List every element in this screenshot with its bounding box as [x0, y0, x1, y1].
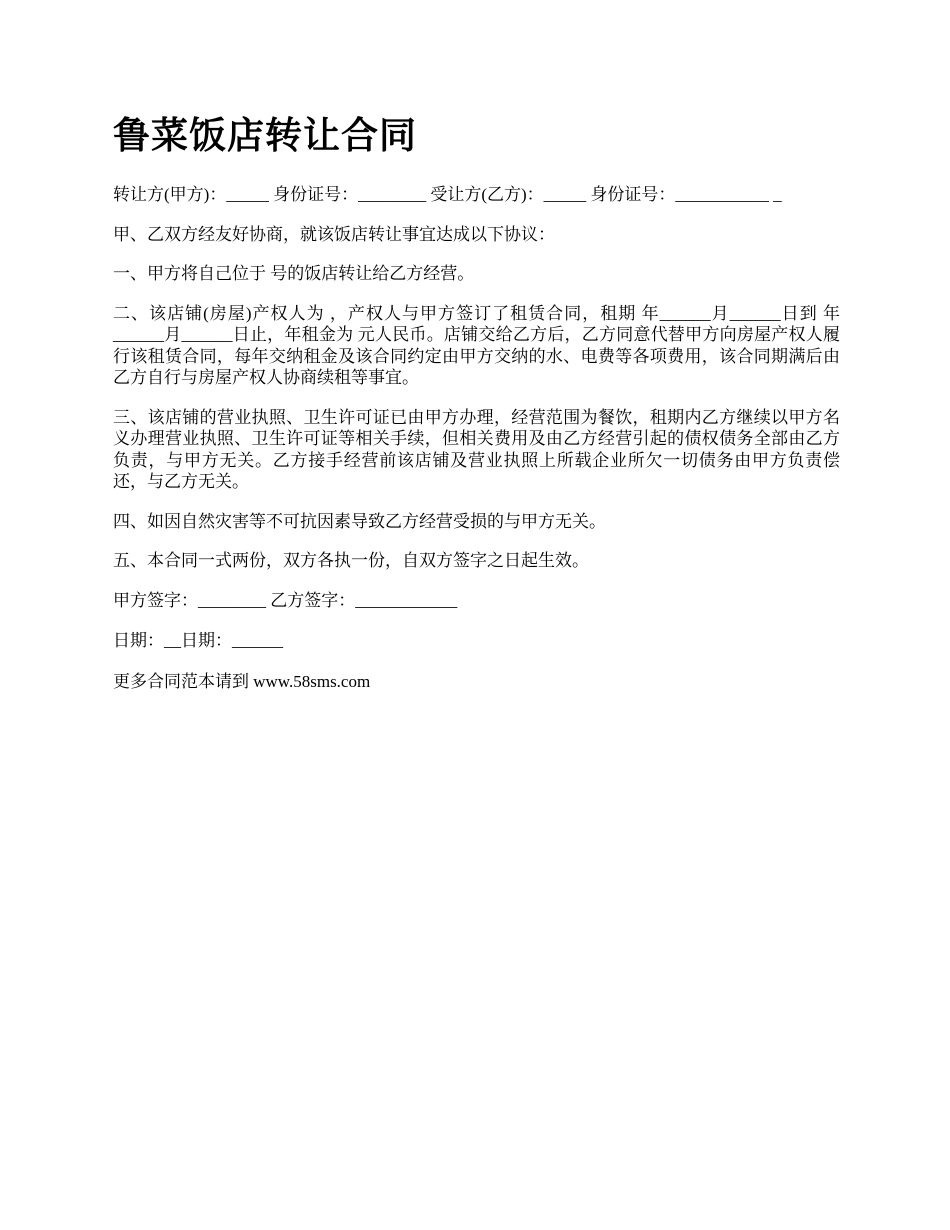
- intro-paragraph: 甲、乙双方经友好协商，就该饭店转让事宜达成以下协议：: [113, 224, 555, 244]
- article-1: 一、甲方将自己位于 号的饭店转让给乙方经营。: [113, 264, 475, 283]
- parties-line: 转让方(甲方)：_____ 身份证号：________ 受让方(乙方)：_____ 身份证号：___________ _: [113, 185, 782, 204]
- article-5: 五、本合同一式两份，双方各执一份，自双方签字之日起生效。: [113, 551, 589, 570]
- more-templates-note: 更多合同范本请到 www.58sms.com: [113, 671, 371, 691]
- article-2: 二、该店铺(房屋)产权人为 ，产权人与甲方签订了租赁合同，租期 年______月______日到 年______月______日止，年租金为 元人民币。店铺交给乙方后，乙方同意代替甲方向房屋产权人履行该租赁合同，每年交纳租金及该合同约定由甲方交纳的水、电费等各项费用，该合同期满后由乙方自行与房屋产权人协商续租等事宜。: [113, 303, 840, 387]
- article-3: 三、该店铺的营业执照、卫生许可证已由甲方办理，经营范围为餐饮，租期内乙方继续以甲方名义办理营业执照、卫生许可证等相关手续，但相关费用及由乙方经营引起的债权债务全部由乙方负责，与甲方无关。乙方接手经营前该店铺及营业执照上所载企业所欠一切债务由甲方负责偿还，与乙方无关。: [113, 407, 840, 491]
- article-4: 四、如因自然灾害等不可抗因素导致乙方经营受损的与甲方无关。: [113, 511, 606, 531]
- signature-line: 甲方签字：________ 乙方签字：____________: [113, 590, 458, 610]
- document-title: 鲁菜饭店转让合同: [113, 114, 417, 157]
- contract-document: [113, 112, 840, 692]
- date-line: 日期：__日期：______: [113, 631, 283, 650]
